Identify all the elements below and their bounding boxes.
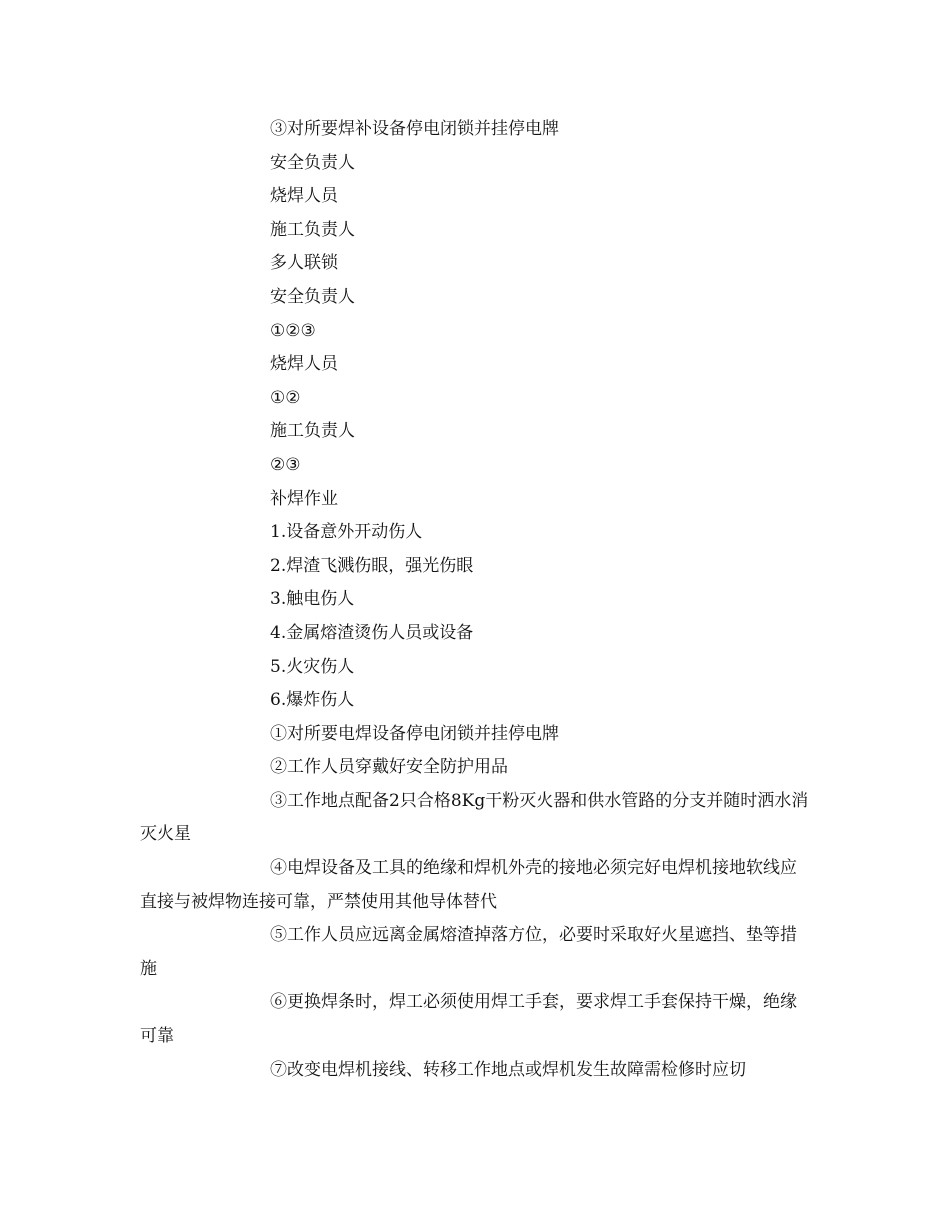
measure-item: ②工作人员穿戴好安全防护用品 — [270, 757, 508, 778]
text-line: ③对所要焊补设备停电闭锁并挂停电牌 — [270, 119, 559, 139]
text-line: 安全负责人 — [270, 286, 355, 307]
measure-paragraph: ④电焊设备及工具的绝缘和焊机外壳的接地必须完好电焊机接地软线应直接与被焊物连接可靠，严禁使用其他导体替代 — [140, 858, 797, 912]
hazard-item: 5.火灾伤人 — [270, 656, 355, 677]
measure-paragraph: ⑦改变电焊机接线、转移工作地点或焊机发生故障需检修时应切 — [270, 1059, 746, 1080]
document-body — [140, 113, 820, 1087]
hazard-item: 1.设备意外开动伤人 — [270, 522, 423, 543]
text-line: ②③ — [270, 454, 301, 475]
text-line: ①②③ — [270, 320, 316, 341]
hazard-item: 6.爆炸伤人 — [270, 690, 355, 711]
text-line: 施工负责人 — [270, 421, 355, 442]
measure-paragraph: ⑤工作人员应远离金属熔渣掉落方位，必要时采取好火星遮挡、垫等措施 — [140, 925, 797, 979]
section-heading: 补焊作业 — [270, 488, 338, 509]
text-line: 安全负责人 — [270, 152, 355, 173]
text-line: 烧焊人员 — [270, 186, 338, 207]
measure-item: ①对所要电焊设备停电闭锁并挂停电牌 — [270, 723, 559, 744]
hazard-item: 2.焊渣飞溅伤眼，强光伤眼 — [270, 555, 474, 576]
hazard-item: 4.金属熔渣烫伤人员或设备 — [270, 622, 474, 643]
text-line: 施工负责人 — [270, 219, 355, 240]
measure-paragraph: ③工作地点配备2只合格8Kg干粉灭火器和供水管路的分支并随时洒水消灭火星 — [140, 790, 809, 845]
text-line: ①② — [270, 387, 301, 408]
text-line: 多人联锁 — [270, 253, 338, 274]
text-line: 烧焊人员 — [270, 354, 338, 375]
measure-paragraph: ⑥更换焊条时，焊工必须使用焊工手套，要求焊工手套保持干燥，绝缘可靠 — [140, 992, 797, 1047]
hazard-item: 3.触电伤人 — [270, 589, 355, 610]
